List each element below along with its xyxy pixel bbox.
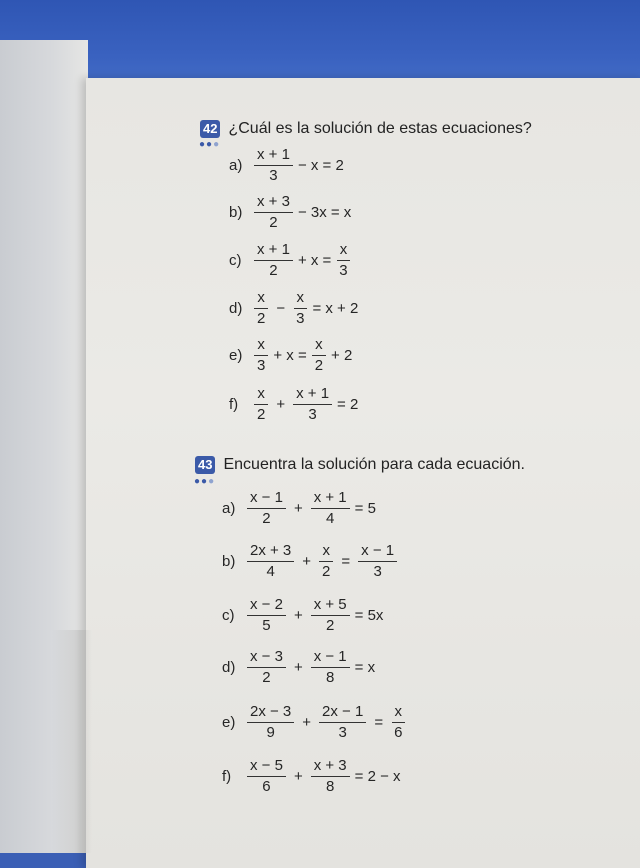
equals-sign: = xyxy=(341,553,351,570)
item-label: f) xyxy=(222,768,232,785)
numerator: x + 1 xyxy=(254,146,293,166)
denominator: 2 xyxy=(257,310,266,327)
equation-rest: = 5x xyxy=(354,607,384,624)
equation-item xyxy=(222,648,377,687)
numerator: x xyxy=(337,241,351,261)
denominator: 8 xyxy=(326,778,335,795)
numerator: x + 1 xyxy=(311,489,350,509)
equation-middle: + x = xyxy=(273,347,307,364)
fraction xyxy=(254,193,293,232)
numerator: x − 5 xyxy=(247,757,286,777)
item-label: f) xyxy=(229,396,239,413)
equation-item xyxy=(229,146,346,185)
fraction xyxy=(391,703,405,742)
equation-rest: = 5 xyxy=(354,500,376,517)
numerator: x xyxy=(312,336,326,356)
fraction xyxy=(254,385,268,424)
denominator: 3 xyxy=(296,310,305,327)
numerator: x + 5 xyxy=(311,596,350,616)
denominator: 2 xyxy=(269,214,278,231)
item-label: b) xyxy=(222,553,236,570)
equation-item xyxy=(222,596,385,635)
difficulty-dots-icon: ●●● xyxy=(194,476,216,487)
operator: + xyxy=(302,714,312,731)
item-label: a) xyxy=(229,157,243,174)
denominator: 6 xyxy=(262,778,271,795)
exercise-42-header xyxy=(200,120,532,138)
numerator: x − 1 xyxy=(247,489,286,509)
operator: + xyxy=(293,659,303,676)
fraction xyxy=(319,542,333,581)
numerator: x − 3 xyxy=(247,648,286,668)
denominator: 8 xyxy=(326,669,335,686)
fraction xyxy=(293,289,307,328)
exercise-statement: Encuentra la solución para cada ecuación. xyxy=(223,456,525,473)
page-fold-shadow xyxy=(52,630,92,853)
numerator: 2x + 3 xyxy=(247,542,294,562)
item-label: c) xyxy=(229,252,242,269)
denominator: 3 xyxy=(339,262,348,279)
denominator: 3 xyxy=(373,563,382,580)
operator: + xyxy=(293,607,303,624)
fraction xyxy=(254,146,293,185)
exercise-43-header xyxy=(195,456,525,474)
numerator: x xyxy=(254,385,268,405)
equation-rest: − x = 2 xyxy=(297,157,344,174)
denominator: 3 xyxy=(269,167,278,184)
denominator: 9 xyxy=(266,724,275,741)
fraction xyxy=(254,336,268,375)
denominator: 3 xyxy=(308,406,317,423)
equation-rest: − 3x = x xyxy=(297,204,352,221)
fraction xyxy=(247,596,286,635)
equation-item xyxy=(222,703,408,742)
equation-rest: = 2 − x xyxy=(354,768,401,785)
fraction xyxy=(311,489,350,528)
denominator: 4 xyxy=(266,563,275,580)
item-label: a) xyxy=(222,500,236,517)
fraction xyxy=(247,703,294,742)
numerator: x + 1 xyxy=(254,241,293,261)
fraction xyxy=(312,336,326,375)
exercise-statement: ¿Cuál es la solución de estas ecuaciones? xyxy=(228,120,532,137)
equation-middle: + x = xyxy=(297,252,332,269)
equation-rest: + 2 xyxy=(331,347,353,364)
numerator: x + 1 xyxy=(293,385,332,405)
numerator: x − 1 xyxy=(358,542,397,562)
operator: + xyxy=(293,500,303,517)
fraction xyxy=(247,757,286,796)
fraction xyxy=(319,703,366,742)
numerator: x xyxy=(254,289,268,309)
item-label: d) xyxy=(222,659,236,676)
fraction xyxy=(311,648,350,687)
denominator: 2 xyxy=(257,406,266,423)
numerator: x xyxy=(254,336,268,356)
numerator: x xyxy=(319,542,333,562)
fraction xyxy=(358,542,397,581)
exercise-number-badge: 43 xyxy=(195,456,215,474)
denominator: 2 xyxy=(326,617,335,634)
fraction xyxy=(247,489,286,528)
item-label: b) xyxy=(229,204,243,221)
item-label: e) xyxy=(222,714,236,731)
equation-item xyxy=(229,193,353,232)
equation-rest: = 2 xyxy=(337,396,359,413)
denominator: 6 xyxy=(394,724,403,741)
fraction xyxy=(311,757,350,796)
denominator: 4 xyxy=(326,510,335,527)
equation-rest: = x xyxy=(354,659,376,676)
item-label: c) xyxy=(222,607,235,624)
difficulty-dots-icon: ●●● xyxy=(199,139,221,150)
item-label: d) xyxy=(229,300,243,317)
equation-item xyxy=(222,757,403,796)
equals-sign: = xyxy=(374,714,384,731)
denominator: 2 xyxy=(269,262,278,279)
equation-item xyxy=(229,289,360,328)
equation-item xyxy=(222,489,378,528)
denominator: 5 xyxy=(262,617,271,634)
denominator: 3 xyxy=(257,357,266,374)
fraction xyxy=(254,289,268,328)
equation-rest: = x + 2 xyxy=(312,300,359,317)
numerator: x − 1 xyxy=(311,648,350,668)
numerator: x + 3 xyxy=(311,757,350,777)
fraction xyxy=(247,542,294,581)
numerator: x − 2 xyxy=(247,596,286,616)
denominator: 2 xyxy=(262,669,271,686)
denominator: 2 xyxy=(262,510,271,527)
fraction xyxy=(293,385,332,424)
exercise-number-badge: 42 xyxy=(200,120,220,138)
fraction xyxy=(311,596,350,635)
numerator: x xyxy=(392,703,406,723)
equation-item xyxy=(229,385,360,424)
fraction xyxy=(247,648,286,687)
denominator: 3 xyxy=(338,724,347,741)
equation-item xyxy=(222,542,400,581)
numerator: x + 3 xyxy=(254,193,293,213)
fraction xyxy=(254,241,293,280)
item-label: e) xyxy=(229,347,243,364)
equation-item xyxy=(229,336,354,375)
fraction xyxy=(336,241,350,280)
operator: + xyxy=(276,396,286,413)
operator: + xyxy=(293,768,303,785)
denominator: 2 xyxy=(314,357,324,374)
operator: − xyxy=(276,300,286,317)
numerator: x xyxy=(294,289,308,309)
equation-item xyxy=(229,241,354,280)
operator: + xyxy=(302,553,312,570)
numerator: 2x − 3 xyxy=(247,703,294,723)
numerator: 2x − 1 xyxy=(319,703,366,723)
denominator: 2 xyxy=(322,563,331,580)
